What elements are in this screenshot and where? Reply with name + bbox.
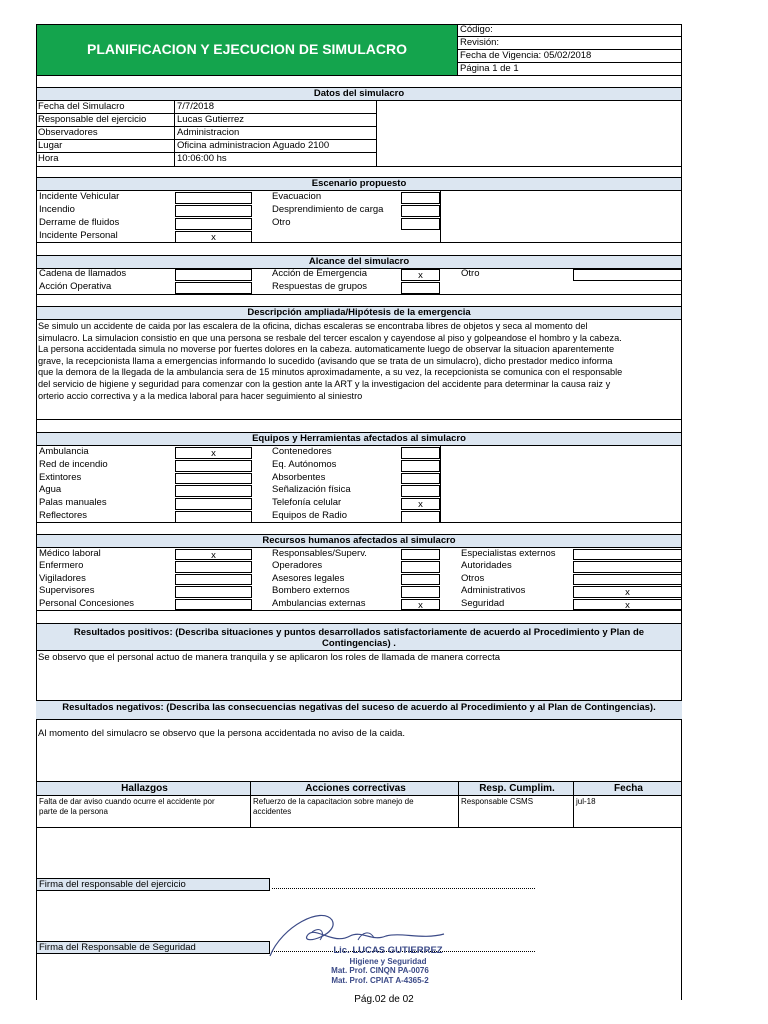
datos-label: Lugar	[36, 140, 174, 153]
pagina-field: Página 1 de 1	[460, 63, 519, 74]
document-title: PLANIFICACION Y EJECUCION DE SIMULACRO	[87, 41, 407, 57]
escenario-item-label: Incidente Personal	[39, 230, 118, 241]
header-banner	[37, 25, 457, 75]
datos-label: Observadores	[36, 127, 174, 140]
equipo-item-label: Telefonía celular	[272, 497, 342, 509]
recurso-item-label: Personal Concesiones	[39, 597, 135, 609]
recurso-item-checkbox	[573, 561, 682, 572]
escenario-item-label: Incidente Vehicular	[39, 191, 120, 202]
equipo-item-checkbox	[401, 485, 440, 497]
escenario-item-checkbox	[175, 218, 252, 230]
datos-section-header: Datos del simulacro	[36, 87, 682, 101]
descripcion-section-header: Descripción ampliada/Hipótesis de la emergencia	[36, 306, 682, 320]
alcance-section-header: Alcance del simulacro	[36, 255, 682, 269]
escenario-item-checkbox: x	[175, 231, 252, 243]
col-hallazgos: Hallazgos	[121, 783, 168, 794]
recurso-item-checkbox	[401, 574, 440, 585]
alcance-item-label: Cadena de llamados	[39, 268, 127, 279]
descripcion-line: Se simulo un accidente de caida por las escalera de la oficina, dichas escaleras se encontraba libres de objetos y seca al momento del	[38, 321, 588, 331]
responsable-cell: Responsable CSMS	[461, 797, 534, 806]
descripcion-line: orterio accio correctiva y a la medica laboral para hacer seguimiento al siniestro	[38, 390, 363, 401]
equipo-item-label: Ambulancia	[39, 446, 89, 457]
escenario-item-checkbox	[175, 205, 252, 217]
escenario-item-checkbox	[401, 205, 440, 217]
alcance-item-label: Acción de Emergencia	[272, 268, 368, 279]
datos-value: Administracion	[175, 127, 376, 140]
recursos-section-header: Recursos humanos afectados al simulacro	[36, 534, 682, 548]
descripcion-line: grave, la recepcionista llama a emergencias informando lo sucedido (avisando que se trata de un simulacro), dicho prestador medico informa	[38, 355, 613, 366]
recurso-item-checkbox	[401, 549, 440, 560]
equipo-item-checkbox: x	[401, 498, 440, 510]
recurso-item-label: Especialistas externos	[461, 548, 556, 559]
alcance-item-checkbox	[175, 282, 252, 294]
alcance-item-checkbox	[573, 269, 682, 281]
recurso-item-label: Médico laboral	[39, 548, 101, 559]
escenario-item-label: Derrame de fluidos	[39, 217, 120, 228]
datos-label: Fecha del Simulacro	[36, 101, 174, 114]
recurso-item-checkbox	[401, 561, 440, 572]
escenario-item-label: Otro	[272, 217, 291, 228]
col-fecha: Fecha	[614, 783, 643, 794]
datos-value: Lucas Gutierrez	[175, 114, 376, 127]
recurso-item-label: Seguridad	[461, 597, 505, 609]
codigo-field: Código:	[458, 24, 682, 37]
header-meta	[457, 24, 682, 76]
stamp-role: Higiene y Seguridad	[349, 957, 427, 966]
datos-divider-2	[376, 101, 377, 166]
negativos-header: Resultados negativos: (Describa las consecuencias negativas del suceso de acuerdo al Procedimiento y al Plan de Contingencias).	[36, 701, 682, 720]
equipo-item-label: Contenedores	[272, 446, 332, 457]
escenario-section-header: Escenario propuesto	[36, 177, 682, 191]
stamp-name: Lic. LUCAS GUTIERREZ	[333, 945, 443, 956]
col-responsable: Resp. Cumplim.	[479, 783, 555, 794]
equipo-item-checkbox	[401, 473, 440, 485]
recurso-item-label: Ambulancias externas	[272, 597, 366, 609]
accion-text-line1: Refuerzo de la capacitacion sobre manejo de	[253, 797, 414, 806]
accion-text-line2: accidentes	[253, 807, 292, 816]
recurso-item-label: Vigiladores	[39, 572, 86, 584]
vigencia-field: Fecha de Vigencia: 05/02/2018	[458, 50, 682, 63]
recurso-item-checkbox: x	[573, 586, 682, 597]
firma-responsable-label: Firma del responsable del ejercicio	[36, 878, 270, 891]
fecha-cell: jul-18	[576, 797, 596, 806]
equipo-item-checkbox	[401, 447, 440, 459]
equipo-item-label: Señalización física	[272, 484, 351, 496]
escenario-item-label: Evacuacion	[272, 191, 322, 202]
recurso-item-label: Bombero externos	[272, 585, 350, 597]
equipo-item-checkbox	[175, 511, 252, 523]
hallazgo-text-line2: parte de la persona	[39, 807, 108, 816]
recurso-item-checkbox: x	[401, 599, 440, 610]
alcance-item-checkbox: x	[401, 269, 440, 281]
equipo-item-checkbox: x	[175, 447, 252, 459]
equipo-item-checkbox	[401, 460, 440, 472]
datos-value: 7/7/2018	[175, 101, 376, 114]
positivos-title-line1: Resultados positivos: (Describa situaciones y puntos desarrollados satisfactoriamente de acuerdo al Procedimiento y Plan de	[73, 627, 645, 638]
escenario-item-checkbox	[175, 192, 252, 204]
positivos-header	[36, 623, 682, 651]
recurso-item-checkbox	[401, 586, 440, 597]
equipo-item-checkbox	[175, 473, 252, 485]
datos-label: Responsable del ejercicio	[36, 114, 174, 127]
datos-value: Oficina administracion Aguado 2100	[175, 140, 376, 153]
descripcion-line: del servicio de higiene y seguridad para comenzar con la gestion ante la ART y la investigacion del accidente para determinar la causa raiz y	[38, 379, 611, 389]
alcance-item-checkbox	[175, 269, 252, 281]
descripcion-line: La persona accidentada simula no moverse por fuertes dolores en la cabeza. automaticamente luego de observar la situacion aparentemente	[38, 344, 615, 355]
escenario-item-label: Incendio	[39, 204, 75, 215]
col-acciones: Acciones correctivas	[305, 783, 406, 794]
positivos-title-line2: Contingencias) .	[322, 638, 396, 649]
firma-responsable-line	[272, 888, 535, 889]
equipo-item-checkbox	[175, 460, 252, 472]
equipo-item-checkbox	[175, 498, 252, 510]
negativos-text: Al momento del simulacro se observo que la persona accidentada no aviso de la caida.	[38, 728, 406, 739]
recurso-item-label: Operadores	[272, 560, 323, 572]
equipo-item-label: Agua	[39, 484, 62, 496]
alcance-item-label: Acción Operativa	[39, 281, 112, 292]
equipo-item-label: Reflectores	[39, 510, 88, 521]
alcance-item-label: Otro	[461, 268, 480, 279]
equipo-item-label: Equipos de Radio	[272, 510, 347, 521]
recurso-item-label: Administrativos	[461, 585, 526, 597]
recurso-item-label: Asesores legales	[272, 572, 345, 584]
equipos-section-header: Equipos y Herramientas afectados al simulacro	[36, 432, 682, 446]
stamp-mat-1: Mat. Prof. CINQN PA-0076	[331, 966, 429, 975]
equipo-item-checkbox	[401, 511, 440, 523]
firma-seguridad-label: Firma del Responsable de Seguridad	[36, 941, 270, 954]
hallazgo-text-line1: Falta de dar aviso cuando ocurre el accidente por	[39, 797, 215, 806]
stamp-mat-2: Mat. Prof. CPIAT A-4365-2	[331, 976, 429, 985]
recurso-item-label: Otros	[461, 572, 485, 584]
recurso-item-checkbox	[175, 574, 252, 585]
descripcion-line: que la demora de la llegada de la ambulancia sera de 15 minutos aproximadamente, a su vez, la recepcionista se comunica con el responsable	[38, 367, 623, 378]
descripcion-line: simulacro. La simulacion consistio en que una persona se resbale del tercer escalon y cayendose al piso y golpeandose el hombro y la cabeza.	[38, 332, 622, 343]
recurso-item-label: Supervisores	[39, 585, 95, 597]
recurso-item-checkbox	[175, 561, 252, 572]
recurso-item-label: Responsables/Superv.	[272, 548, 367, 559]
escenario-item-checkbox	[401, 192, 440, 204]
escenario-item-label: Desprendimiento de carga	[272, 204, 384, 215]
equipo-item-label: Palas manuales	[39, 497, 107, 509]
revision-field: Revisión:	[458, 37, 682, 50]
positivos-text: Se observo que el personal actuo de manera tranquila y se aplicaron los roles de llamada de manera correcta	[38, 652, 501, 663]
recurso-item-label: Autoridades	[461, 560, 512, 572]
recurso-item-label: Enfermero	[39, 560, 84, 572]
datos-label: Hora	[38, 153, 59, 164]
recurso-item-checkbox	[175, 599, 252, 610]
equipo-item-label: Red de incendio	[39, 458, 108, 470]
datos-value: 10:06:00 hs	[177, 153, 227, 164]
escenario-item-checkbox	[401, 218, 440, 230]
recurso-item-checkbox: x	[175, 549, 252, 560]
recurso-item-checkbox	[573, 549, 682, 560]
recurso-item-checkbox: x	[573, 599, 682, 610]
recurso-item-checkbox	[573, 574, 682, 585]
equipo-item-checkbox	[175, 485, 252, 497]
equipo-item-label: Eq. Autónomos	[272, 458, 337, 470]
page-footer: Pág.02 de 02	[354, 994, 414, 1005]
alcance-item-checkbox	[401, 282, 440, 294]
equipo-item-label: Extintores	[39, 471, 82, 483]
recurso-item-checkbox	[175, 586, 252, 597]
alcance-item-label: Respuestas de grupos	[272, 281, 368, 292]
equipo-item-label: Absorbentes	[272, 471, 326, 483]
